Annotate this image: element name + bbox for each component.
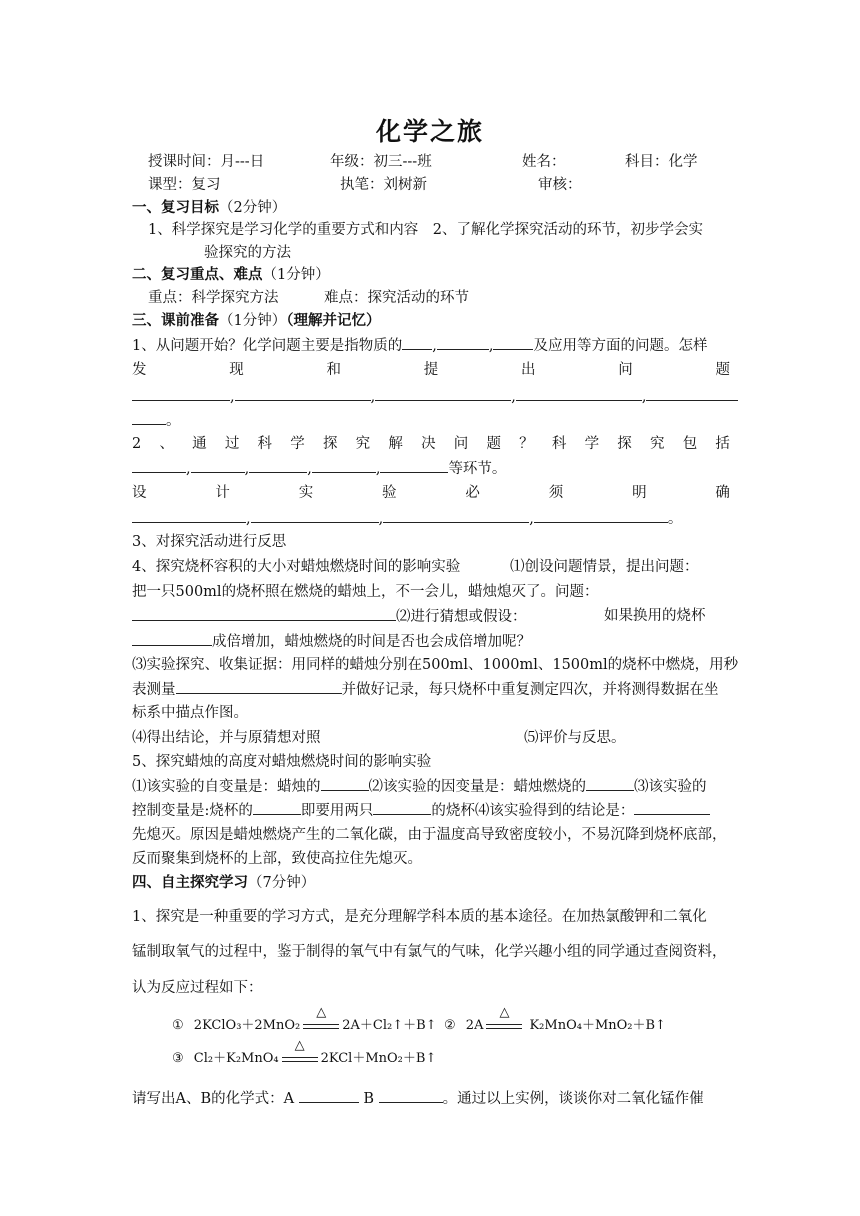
section-3-title: 三、课前准备 [132, 313, 219, 329]
section-4-heading [132, 873, 315, 893]
heating-arrow-icon [303, 1004, 339, 1034]
q4-line6-a: 表测量 [132, 682, 176, 698]
question-1-line-4 [132, 410, 181, 431]
spaced-char: 设 [132, 485, 147, 501]
question-1-line-3: , , , , [132, 386, 738, 407]
section-3-note: （理解并记忆） [286, 313, 381, 329]
answer-b-blank[interactable] [379, 1088, 443, 1103]
spaced-char: 决 [421, 436, 436, 452]
blank[interactable] [132, 458, 186, 473]
spaced-char: 验 [382, 485, 397, 501]
question-5-line-5: 反而聚集到烧杯的上部，致使高拉住先熄灭。 [132, 851, 422, 867]
section-2-title: 二、复习重点、难点 [132, 267, 263, 283]
spaced-char: 提 [423, 362, 439, 378]
question-5-line-4: 先熄灭。原因是蜡烛燃烧产生的二氧化碳，由于温度高导致密度较小，不易沉降到烧杯底部， [132, 827, 727, 843]
section-1-time: （2分钟） [219, 200, 287, 216]
q4-hypothesis: ⑵进行猜想或假设： [396, 609, 527, 625]
spaced-char: 问 [618, 362, 633, 378]
spaced-char: 科 [551, 436, 567, 452]
question-5-line-3 [132, 800, 710, 821]
spaced-char: ？ [519, 436, 534, 452]
design-end: 。 [667, 511, 683, 527]
lesson-type: 课型：复习 [148, 177, 221, 193]
section-4-time: （7分钟） [248, 875, 316, 891]
q5-line3-b: 即要用两只 [300, 803, 374, 819]
last-text-c: 。通过以上实例，谈谈你对二氧化锰作催 [442, 1091, 704, 1107]
q1-text-a: 1、从问题开始？化学问题主要是指物质的 [132, 338, 403, 354]
question-4-line-1: 4、探究烧杯容积的大小对蜡烛燃烧时间的影响实验 [132, 559, 461, 575]
spaced-char: 实 [298, 485, 314, 501]
q5-line2-a: ⑴该实验的自变量是：蜡烛的 [132, 779, 321, 795]
blank[interactable] [402, 335, 432, 350]
section-1-heading [132, 198, 286, 218]
spaced-char: 学 [584, 436, 600, 452]
design-line-1 [132, 483, 730, 503]
spaced-char: 解 [388, 436, 403, 452]
question-4-line-6 [132, 679, 719, 700]
author-info: 执笔：刘树新 [340, 177, 427, 193]
question-4-line-5: ⑶实验探究、收集证据：用同样的蜡烛分别在500ml、1000ml、1500ml的烧杯中燃烧，用秒 [132, 657, 739, 673]
blank[interactable] [235, 386, 371, 401]
heating-arrow-icon [282, 1037, 318, 1067]
spaced-char: 2 [132, 436, 142, 452]
blank[interactable] [176, 679, 342, 694]
spaced-char: 通 [192, 436, 207, 452]
section-4-title: 四、自主探究学习 [132, 875, 248, 891]
spaced-char: 现 [229, 362, 244, 378]
blank[interactable] [321, 776, 369, 791]
spaced-char: 题 [715, 362, 730, 378]
equation-3 [172, 1037, 437, 1069]
spaced-char: 题 [486, 436, 501, 452]
blank[interactable] [251, 508, 379, 523]
spaced-char: 确 [715, 485, 730, 501]
q2-tail: 等环节。 [448, 461, 507, 477]
blank[interactable] [132, 386, 230, 401]
spaced-char: 科 [257, 436, 273, 452]
section-3-heading [132, 311, 380, 331]
spaced-char: 学 [290, 436, 305, 452]
objectives-line-2: 验探究的方法 [204, 245, 291, 261]
blank[interactable] [375, 386, 511, 401]
section-3-time: （1分钟） [219, 313, 287, 329]
question-2-line-2: , , , , 等环节。 [132, 458, 506, 479]
section-2-time: （1分钟） [262, 267, 330, 283]
question-1-line-1: 1、从问题开始？化学问题主要是指物质的 , , 及应用等方面的问题。怎样 [132, 335, 707, 356]
delta-symbol: △ [499, 1004, 510, 1020]
delta-symbol: △ [294, 1037, 305, 1053]
spaced-char: 包 [682, 436, 698, 452]
q4-line4-text: 成倍增加，蜡烛燃烧的时间是否也会成倍增加呢？ [212, 634, 531, 650]
key-point: 重点：科学探究方法 [148, 290, 279, 306]
delta-symbol: △ [316, 1004, 327, 1020]
spaced-char: 究 [649, 436, 665, 452]
equation-1 [172, 1004, 437, 1036]
spaced-char: 括 [715, 436, 730, 452]
lesson-time: 授课时间：月---日 [148, 154, 265, 170]
question-3: 3、对探究活动进行反思 [132, 534, 287, 550]
q1-end: 。 [166, 413, 181, 429]
equation-2 [444, 1004, 666, 1036]
answer-a-blank[interactable] [299, 1088, 359, 1103]
blank[interactable] [516, 386, 642, 401]
reviewer-info: 审核： [538, 177, 582, 193]
equation-right: K₂MnO₄＋MnO₂＋B↑ [529, 1018, 666, 1033]
blank[interactable] [132, 631, 212, 646]
blank[interactable] [132, 410, 166, 425]
design-line-2: , , , 。 [132, 508, 682, 529]
blank[interactable] [191, 458, 245, 473]
spaced-char: 探 [322, 436, 338, 452]
question-5: 5、探究蜡烛的高度对蜡烛燃烧时间的影响实验 [132, 754, 432, 770]
last-text-b: B [363, 1091, 374, 1107]
blank[interactable] [380, 458, 448, 473]
question-4-line-8a: ⑷得出结论，并与原猜想对照 [132, 730, 321, 746]
subject-info: 科目：化学 [625, 154, 698, 170]
spaced-char: 计 [215, 485, 230, 501]
blank[interactable] [249, 458, 307, 473]
spaced-char: 问 [453, 436, 469, 452]
blank[interactable] [586, 776, 634, 791]
blank[interactable] [437, 335, 489, 350]
spaced-char: 发 [132, 362, 147, 378]
blank[interactable] [132, 508, 246, 523]
blank[interactable] [383, 508, 529, 523]
spaced-char: 、 [159, 436, 174, 452]
spaced-char: 必 [465, 485, 480, 501]
section-2-heading [132, 265, 330, 285]
blank[interactable] [253, 800, 301, 815]
q5-line2-b: ⑵该实验的因变量是：蜡烛燃烧的 [368, 779, 586, 795]
blank[interactable] [312, 458, 376, 473]
equation-number: ② [444, 1018, 456, 1033]
spaced-char: 究 [355, 436, 371, 452]
q5-line3-a: 控制变量是:烧杯的 [132, 803, 253, 819]
question-2-line-1 [132, 434, 730, 454]
blank[interactable] [646, 386, 738, 401]
spaced-char: 过 [224, 436, 240, 452]
question-4-line-4 [132, 631, 531, 652]
question-1-line-2 [132, 360, 730, 380]
document-title: 化学之旅 [375, 117, 484, 146]
objectives-line-1: 1、科学探究是学习化学的重要方式和内容 2、了解化学探究活动的环节，初步学会实 [148, 222, 703, 238]
equation-right: 2KCl＋MnO₂＋B↑ [320, 1051, 437, 1066]
equation-right: 2A＋Cl₂↑＋B↑ [342, 1018, 437, 1033]
equation-number: ① [172, 1018, 184, 1033]
q1-text-b: 及应用等方面的问题。怎样 [533, 338, 708, 354]
spaced-char: 须 [548, 485, 564, 501]
equation-left: 2KClO₃＋2MnO₂ [193, 1018, 301, 1033]
blank[interactable] [132, 606, 396, 621]
q5-line2-c: ⑶该实验的 [634, 779, 707, 795]
last-line [132, 1088, 704, 1109]
blank[interactable] [534, 508, 668, 523]
last-text-a: 请写出A、B的化学式：A [132, 1091, 295, 1107]
equation-number: ③ [172, 1051, 184, 1066]
paragraph-line-2: 锰制取氧气的过程中，鉴于制得的氧气中有氯气的气味，化学兴趣小组的同学通过查阅资料， [132, 944, 727, 960]
question-4-line-3b: 如果换用的烧杯 [604, 608, 706, 624]
paragraph-line-1: 1、探究是一种重要的学习方式，是充分理解学科本质的基本途径。在加热氯酸钾和二氧化 [132, 909, 707, 925]
student-name: 姓名： [522, 154, 566, 170]
grade-info: 年级：初三---班 [330, 154, 432, 170]
spaced-char: 明 [632, 485, 647, 501]
question-4-line-8b: ⑸评价与反思。 [524, 730, 626, 746]
paragraph-line-3: 认为反应过程如下： [132, 980, 263, 996]
difficult-point: 难点：探究活动的环节 [324, 290, 469, 306]
heating-arrow-icon [486, 1004, 522, 1034]
blank[interactable] [493, 335, 533, 350]
equation-left: 2A [465, 1018, 484, 1033]
question-5-line-2 [132, 776, 707, 797]
blank[interactable] [634, 800, 710, 815]
blank[interactable] [373, 800, 431, 815]
section-1-title: 一、复习目标 [132, 200, 219, 216]
equation-left: Cl₂＋K₂MnO₄ [193, 1051, 279, 1066]
question-4-step-1: ⑴创设问题情景，提出问题： [510, 559, 699, 575]
question-4-line-3 [132, 606, 527, 627]
spaced-char: 探 [617, 436, 632, 452]
question-4-line-7: 标系中描点作图。 [132, 705, 248, 721]
q4-line6-b: 并做好记录，每只烧杯中重复测定四次，并将测得数据在坐 [341, 682, 719, 698]
q5-line3-c: 的烧杯⑷该实验得到的结论是： [431, 803, 635, 819]
spaced-char: 出 [521, 362, 536, 378]
question-4-line-2: 把一只500ml的烧杯照在燃烧的蜡烛上，不一会儿，蜡烛熄灭了。问题： [132, 584, 599, 600]
spaced-char: 和 [326, 362, 341, 378]
